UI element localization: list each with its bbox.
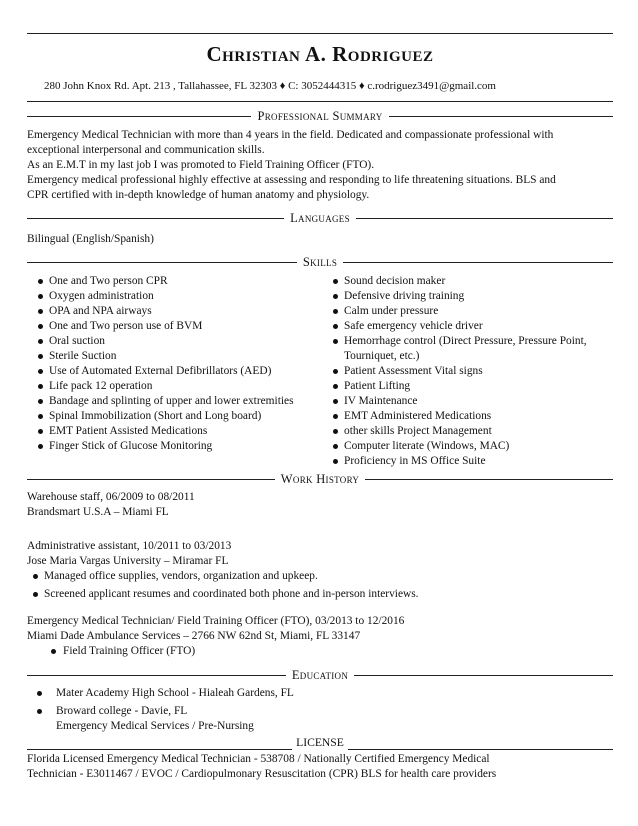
skills-left-list <box>34 274 324 454</box>
section-heading-skills <box>27 254 613 270</box>
work-job-1 <box>27 490 613 520</box>
license-title: LICENSE <box>296 736 344 749</box>
job-employer: Brandsmart U.S.A – Miami FL <box>27 506 169 518</box>
job-employer: Jose Maria Vargas University – Miramar FL <box>27 555 229 567</box>
list-item: Finger Stick of Glucose Monitoring <box>34 439 324 454</box>
job-role: Warehouse staff, 06/2009 to 08/2011 <box>27 491 195 503</box>
section-heading-work <box>27 471 613 487</box>
job-role: Emergency Medical Technician/ Field Training Officer (FTO), 03/2013 to 12/2016 <box>27 615 405 627</box>
section-heading-license <box>27 736 613 750</box>
contact-rule <box>27 101 613 102</box>
work-job-3 <box>27 614 613 659</box>
list-item: Bandage and splinting of upper and lower extremities <box>34 394 324 409</box>
list-item: One and Two person use of BVM <box>34 319 324 334</box>
list-item: Life pack 12 operation <box>34 379 324 394</box>
job-employer: Miami Dade Ambulance Services – 2766 NW 62nd St, Miami, FL 33147 <box>27 630 361 642</box>
list-item: One and Two person CPR <box>34 274 324 289</box>
list-item: Sterile Suction <box>34 349 324 364</box>
list-item: EMT Administered Medications <box>329 409 611 424</box>
list-item: Field Training Officer (FTO) <box>27 644 613 659</box>
list-item: EMT Patient Assisted Medications <box>34 424 324 439</box>
list-item: IV Maintenance <box>329 394 611 409</box>
section-heading-languages <box>27 210 613 226</box>
license-line: Technician - E3011467 / EVOC / Cardiopulmonary Resuscitation (CPR) BLS for health care providers <box>27 768 497 780</box>
job-role: Administrative assistant, 10/2011 to 03/2013 <box>27 540 232 552</box>
candidate-name: Christian A. Rodriguez <box>206 42 434 66</box>
education-detail: Emergency Medical Services / Pre-Nursing <box>56 720 254 732</box>
list-item: Oxygen administration <box>34 289 324 304</box>
list-item: Proficiency in MS Office Suite <box>329 454 611 469</box>
list-item: Sound decision maker <box>329 274 611 289</box>
section-heading-summary <box>27 108 613 124</box>
list-item: Computer literate (Windows, MAC) <box>329 439 611 454</box>
list-item: Hemorrhage control (Direct Pressure, Pressure Point, Tourniquet, etc.) <box>329 334 611 364</box>
list-item: other skills Project Management <box>329 424 611 439</box>
list-item: OPA and NPA airways <box>34 304 324 319</box>
summary-title: Professional Summary <box>257 108 383 123</box>
work-job-2 <box>27 539 613 602</box>
top-rule <box>27 33 613 34</box>
list-item: Managed office supplies, vendors, organization and upkeep. <box>27 569 613 584</box>
license-line: Florida Licensed Emergency Medical Technician - 538708 / Nationally Certified Emergency Medical <box>27 753 490 765</box>
list-item: Calm under pressure <box>329 304 611 319</box>
languages-title: Languages <box>290 210 350 225</box>
summary-line: As an E.M.T in my last job I was promoted to Field Training Officer (FTO). <box>27 159 375 171</box>
summary-line: CPR certified with in-depth knowledge of human anatomy and physiology. <box>27 189 370 201</box>
list-item: Patient Assessment Vital signs <box>329 364 611 379</box>
list-item: Use of Automated External Defibrillators (AED) <box>34 364 324 379</box>
languages-text <box>27 232 613 247</box>
list-item: Safe emergency vehicle driver <box>329 319 611 334</box>
summary-line: exceptional interpersonal and communication skills. <box>27 144 265 156</box>
education-list <box>27 686 613 734</box>
languages-value: Bilingual (English/Spanish) <box>27 233 154 245</box>
summary-text <box>27 128 613 203</box>
list-item: Spinal Immobilization (Short and Long board) <box>34 409 324 424</box>
list-item: Mater Academy High School - Hialeah Gardens, FL <box>27 686 613 701</box>
list-item: Patient Lifting <box>329 379 611 394</box>
summary-line: Emergency medical professional highly effective at assessing and responding to life threatening situations. BLS and <box>27 174 556 186</box>
summary-line: Emergency Medical Technician with more than 4 years in the field. Dedicated and compassionate professional with <box>27 129 554 141</box>
work-title: Work History <box>280 471 360 486</box>
section-heading-education <box>27 667 613 683</box>
list-item: Oral suction <box>34 334 324 349</box>
list-item: Broward college - Davie, FL <box>27 704 613 719</box>
education-title: Education <box>291 667 349 682</box>
list-item: Screened applicant resumes and coordinated both phone and in-person interviews. <box>27 587 613 602</box>
skills-title: Skills <box>302 254 338 269</box>
skills-right-list <box>329 274 611 469</box>
license-text <box>27 752 613 782</box>
contact-line: 280 John Knox Rd. Apt. 213 , Tallahassee, FL 32303 ♦ C: 3052444315 ♦ c.rodriguez3491@gmail.com <box>44 80 496 92</box>
list-item: Defensive driving training <box>329 289 611 304</box>
